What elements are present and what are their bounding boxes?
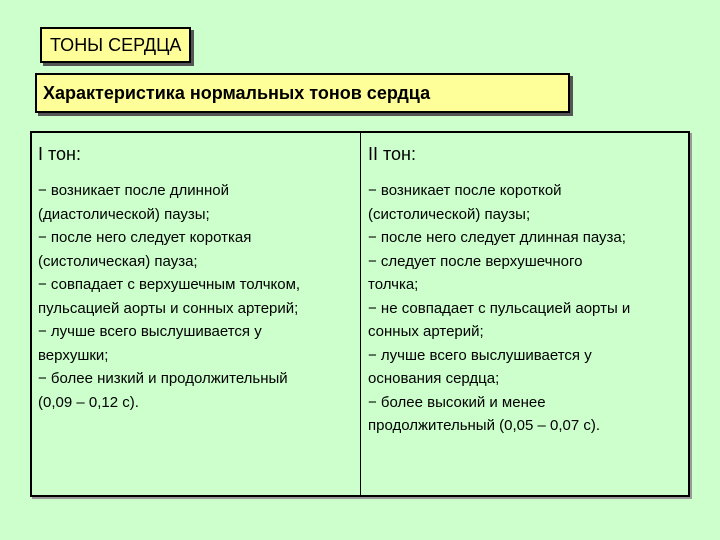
- text-line: − возникает после короткой: [368, 182, 562, 199]
- text-line: − лучше всего выслушивается у: [38, 323, 262, 340]
- text-line: (0,09 – 0,12 с).: [38, 393, 139, 411]
- column-body: [38, 179, 360, 414]
- slide-subtitle: Характеристика нормальных тонов сердца: [35, 73, 570, 113]
- text-line: (систолическая) пауза;: [38, 252, 198, 270]
- text-line: − не совпадает с пульсацией аорты и: [368, 299, 631, 317]
- second-tone-column: [361, 133, 688, 495]
- text-line: − совпадает с верхушечным толчком,: [38, 276, 301, 293]
- text-line: − после него следует короткая: [38, 229, 252, 246]
- column-body: [368, 179, 688, 438]
- text-line: − следует после верхушечного: [368, 252, 583, 270]
- text-line: продолжительный (0,05 – 0,07 с).: [368, 417, 601, 434]
- text-line: пульсацией аорты и сонных артерий;: [38, 299, 299, 317]
- comparison-table: [30, 131, 690, 497]
- text-line: (диастолической) паузы;: [38, 205, 210, 223]
- text-line: − после него следует длинная пауза;: [368, 229, 626, 246]
- text-line: − возникает после длинной: [38, 182, 229, 199]
- text-line: − более высокий и менее: [368, 393, 546, 411]
- text-line: сонных артерий;: [368, 323, 484, 340]
- first-tone-column: [32, 133, 361, 495]
- text-line: основания сердца;: [368, 370, 500, 387]
- text-line: − лучше всего выслушивается у: [368, 346, 592, 364]
- text-line: верхушки;: [38, 346, 109, 364]
- column-header: I тон:: [38, 144, 81, 164]
- text-line: толчка;: [368, 276, 419, 293]
- column-header: II тон:: [368, 144, 416, 164]
- text-line: − более низкий и продолжительный: [38, 370, 288, 387]
- text-line: (систолической) паузы;: [368, 205, 531, 223]
- slide-title: ТОНЫ СЕРДЦА: [40, 27, 191, 63]
